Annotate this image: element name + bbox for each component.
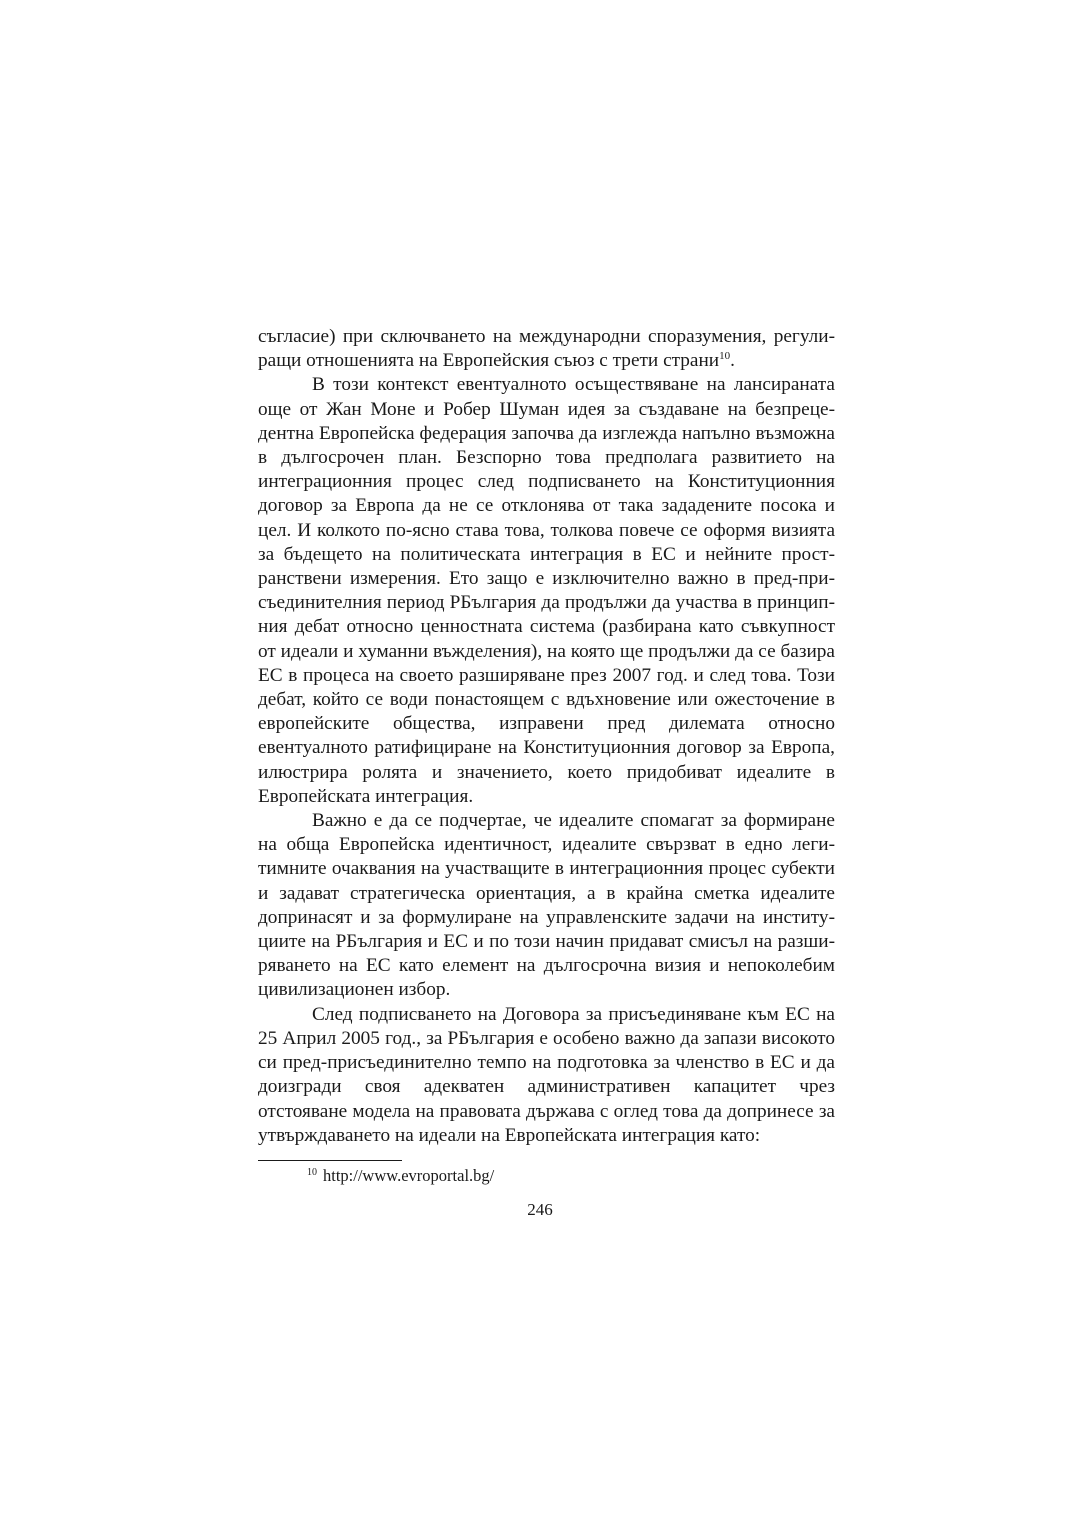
paragraph <box>258 325 835 373</box>
footnote-divider <box>258 1160 402 1161</box>
body-text <box>258 325 835 1148</box>
paragraph-text-end: . <box>730 350 735 372</box>
page-number: 246 <box>527 1200 553 1219</box>
paragraph: Важно е да се подчертае, че идеалите спомагат за формиране на обща Европейска идентичност, идеалите свързват в едно легитимните очаквания на участващите в интеграционния процес субекти и задават стратегическа ориентация, а в крайна сметка идеалите допринасят и за формулиране на управленските задачи на институциите на РБългария и ЕС и по този начин придават смисъл на разширяването на ЕС като елемент на дългосрочна визия и непоколебим цивилизационен избор. <box>258 810 835 1001</box>
footnote <box>307 1165 494 1187</box>
paragraph-text: съгласие) при сключването на международни споразумения, регулиращи отношенията на Европейския съюз с трети страни <box>258 326 835 372</box>
paragraph: След подписването на Договора за присъединяване към ЕС на 25 Април 2005 год., за РБългария е особено важно да запази високото си пред-присъединително темпо на подготовка за членство в ЕС и да доизгради своя адекватен административен капацитет чрез отстояване модела на правовата държава с оглед това да допринесе за утвърждаването на идеали на Европейската интеграция като: <box>258 1003 835 1146</box>
paragraph: В този контекст евентуалното осъществяване на лансираната още от Жан Моне и Робер Шуман идея за създаване на безпрецедентна Европейска федерация започва да изглежда напълно възможна в дългосрочен план. Безспорно това предполага развитието на интеграционния процес след подписването на Конституционния договор за Европа да не се отклонява от така зададените посока и цел. И колкото по-ясно става това, толкова повече се оформя визията за бъдещето на политическата интеграция в ЕС и нейните пространствени измерения. Ето защо е изключително важно в пред-присъединителния период РБългария да продължи да участва в принципния дебат относно ценностната система (разбирана като съвкупност от идеали и хуманни въжделения), на която ще продължи да се базира ЕС в процеса на своето разширяване през 2007 год. и след това. Този дебат, който се води понастоящем с вдъхновение или ожесточение в европейските общества, изправени пред дилемата относно евентуалното ратифициране на Конституционния договор за Европа, илюстрира ролята и значението, което придобиват идеалите в Европейската интеграция. <box>258 374 835 807</box>
footnote-reference[interactable]: 10 <box>719 350 731 363</box>
footnote-number: 10 <box>307 1167 317 1178</box>
footnote-link[interactable]: http://www.evroportal.bg/ <box>323 1166 495 1185</box>
